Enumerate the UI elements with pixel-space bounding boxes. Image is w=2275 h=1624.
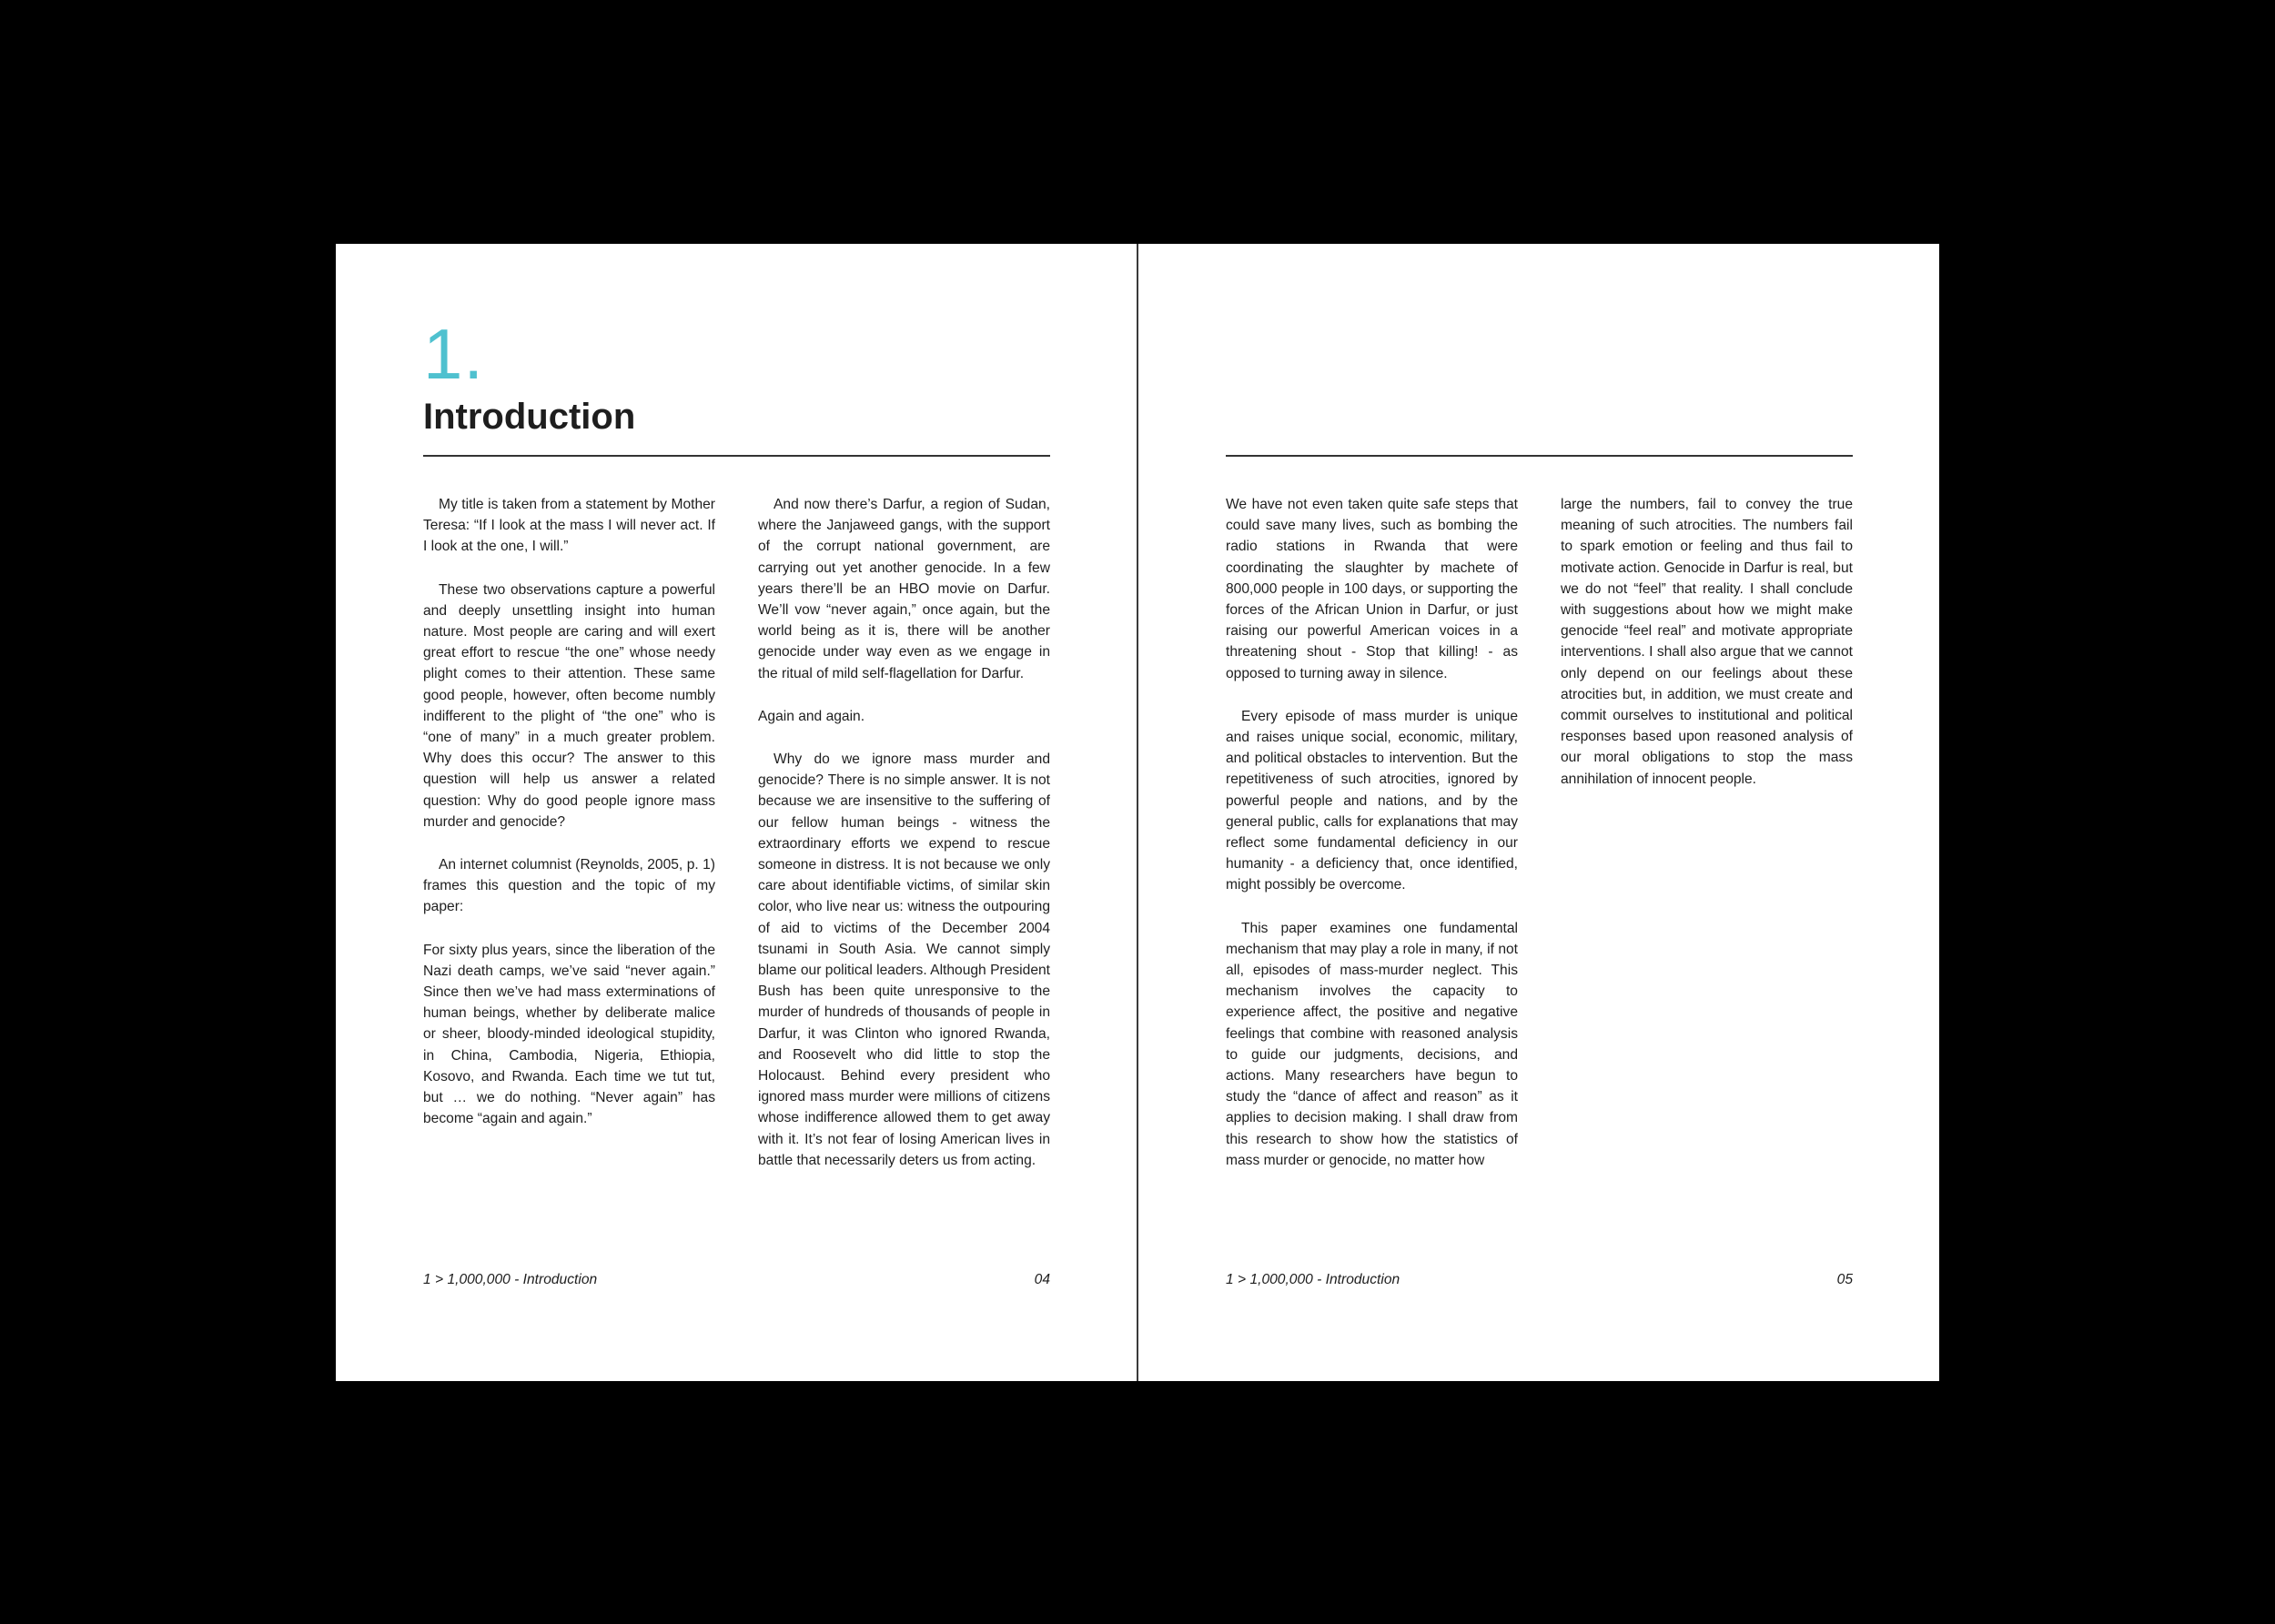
- paragraph: These two observations capture a powerful and deeply unsettling insight into human nature. Most people are caring and will exert great effort to rescue “the one” whose needy plight comes to their attention. These same good people, however, often become numbly indifferent to the plight of “the one” who is “one of many” in a much greater problem. Why does this occur? The answer to this question will help us answer a related question: Why do good people ignore mass murder and genocide?: [423, 581, 715, 830]
- left-page: [336, 244, 1137, 1381]
- right-column-a: [1226, 494, 1518, 1193]
- chapter-number: 1.: [423, 314, 485, 394]
- running-footer: 1 > 1,000,000 - Introduction: [423, 1272, 598, 1287]
- paragraph: Every episode of mass murder is unique and raises unique social, economic, military, and political obstacles to intervention. But the repetitiveness of such atrocities, ignored by powerful people and nations, and by the general public, calls for explanations that may reflect some fundamental deficiency in our humanity - a deficiency that, once identified, might possibly be overcome.: [1226, 708, 1518, 893]
- book-spread: [336, 244, 1939, 1381]
- paragraph: My title is taken from a statement by Mother Teresa: “If I look at the mass I will never act. If I look at the one, I will.”: [423, 497, 715, 555]
- block-quote: And now there’s Darfur, a region of Sudan, where the Janjaweed gangs, with the support of the corrupt national government, are carrying out yet another genocide. In a few years there’ll be an HBO movie on Darfur. We’ll vow “never again,” once again, but the world being as it is, there will be another genocide under way even as we engage in the ritual of mild self-flagellation for Darfur.: [758, 497, 1050, 681]
- left-column-a: [423, 494, 715, 1151]
- page-number: 04: [1034, 1272, 1050, 1287]
- paragraph: Why do we ignore mass murder and genocide? There is no simple answer. It is not because we are insensitive to the suffering of our fellow human beings - witness the extraordinary efforts we expend to rescue someone in distress. It is not because we only care about identifiable victims, of similar skin color, who live near us: witness the outpouring of aid to victims of the December 2004 tsunami in South Asia. We cannot simply blame our political leaders. Although President Bush has been quite unresponsive to the murder of hundreds of thousands of people in Darfur, it was Clinton who ignored Rwanda, and Roosevelt who did little to stop the Holocaust. Behind every president who ignored mass murder were millions of citizens whose indifference allowed them to get away with it. It’s not fear of losing American lives in battle that necessarily deters us from acting.: [758, 751, 1050, 1168]
- left-column-b: [758, 494, 1050, 1193]
- running-footer: 1 > 1,000,000 - Introduction: [1226, 1272, 1400, 1287]
- block-quote: Again and again.: [758, 708, 865, 724]
- paragraph: large the numbers, fail to convey the true meaning of such atrocities. The numbers fail to spark emotion or feeling and thus fail to motivate action. Genocide in Darfur is real, but we do not “feel” that reality. I shall conclude with suggestions about how we might make genocide “feel real” and motivate appropriate interventions. I shall also argue that we cannot only depend on our feelings about these atrocities but, in addition, we must create and commit ourselves to institutional and political responses based upon reasoned analysis of our moral obligations to stop the mass annihilation of innocent people.: [1561, 497, 1853, 787]
- right-column-b: [1561, 494, 1853, 812]
- right-page: [1138, 244, 1939, 1381]
- paragraph: This paper examines one fundamental mechanism that may play a role in many, if not all, episodes of mass-murder neglect. This mechanism involves the capacity to experience affect, the positive and negative feelings that combine with reasoned analysis to guide our judgments, decisions, and actions. Many researchers have begun to study the “dance of affect and reason” as it applies to decision making. I shall draw from this research to show how the statistics of mass murder or genocide, no matter how: [1226, 920, 1518, 1168]
- chapter-title: Introduction: [423, 397, 636, 437]
- page-number: 05: [1836, 1272, 1853, 1287]
- paragraph: We have not even taken quite safe steps that could save many lives, such as bombing the radio stations in Rwanda that were coordinating the slaughter by machete of 800,000 people in 100 days, or supporting the forces of the African Union in Darfur, or just raising our powerful American voices in a threatening shout - Stop that killing! - as opposed to turning away in silence.: [1226, 497, 1518, 681]
- block-quote: For sixty plus years, since the liberation of the Nazi death camps, we’ve said “never again.” Since then we’ve had mass exterminations of human beings, whether by deliberate malice or sheer, bloody-minded ideological stupidity, in China, Cambodia, Nigeria, Ethiopia, Kosovo, and Rwanda. Each time we tut tut, but … we do nothing. “Never again” has become “again and again.”: [423, 942, 715, 1127]
- header-rule: [1226, 455, 1853, 457]
- paragraph: An internet columnist (Reynolds, 2005, p. 1) frames this question and the topic of my paper:: [423, 857, 715, 915]
- header-rule: [423, 455, 1050, 457]
